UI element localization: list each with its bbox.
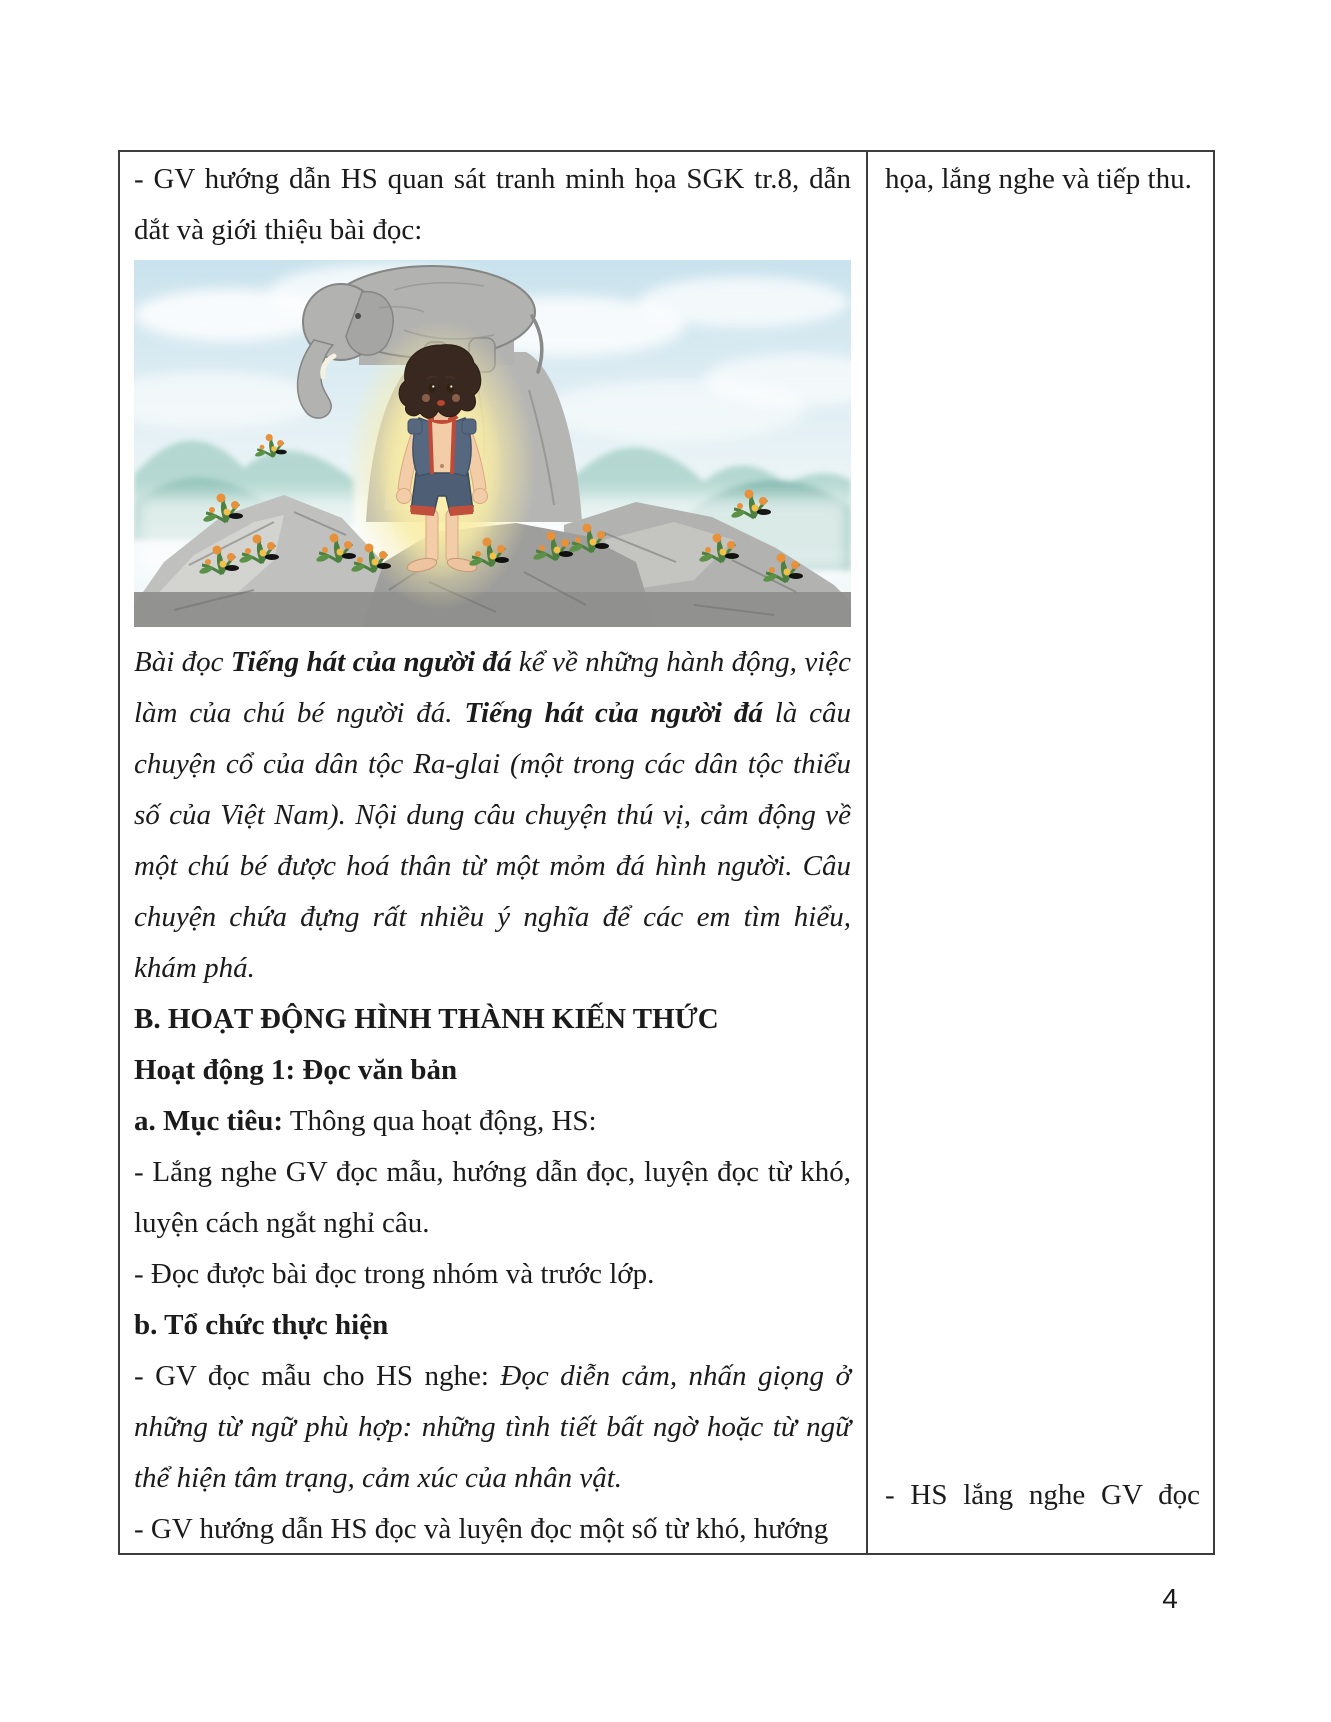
heading-to-chuc: b. Tổ chức thực hiện	[134, 1309, 389, 1341]
lesson-plan-table	[118, 150, 1215, 1555]
bullet-read-group: - Đọc được bài đọc trong nhóm và trước lớp.	[134, 1258, 655, 1290]
heading-section-b: B. HOẠT ĐỘNG HÌNH THÀNH KIẾN THỨC	[134, 1003, 719, 1035]
page-number: 4	[1162, 1583, 1178, 1614]
gv-doc-mau-note: Đọc diễn cảm, nhấn giọng ở những từ ngữ phù hợp: những tình tiết bất ngờ hoặc từ ngữ thể hiện tâm trạng, cảm xúc của nhân vật.	[134, 1360, 851, 1494]
para-guide-observe: - GV hướng dẫn HS quan sát tranh minh họa SGK tr.8, dẫn dắt và giới thiệu bài đọc:	[134, 163, 851, 246]
teacher-activities-cell	[120, 152, 868, 1553]
para-student-top: họa, lắng nghe và tiếp thu.	[885, 163, 1192, 195]
lesson-illustration	[134, 260, 851, 627]
para-muc-tieu	[134, 1096, 851, 1147]
student-activities-cell	[868, 152, 1213, 1553]
para-gv-doc-mau	[134, 1351, 851, 1504]
para-book-intro	[134, 637, 851, 994]
para-student-bottom: - HS lắng nghe GV đọc	[885, 1479, 1200, 1511]
bullet-listen: - Lắng nghe GV đọc mẫu, hướng dẫn đọc, luyện đọc từ khó, luyện cách ngắt nghỉ câu.	[134, 1156, 851, 1239]
book-intro-seg1: Bài đọc	[134, 646, 231, 678]
book-intro-seg5: là câu chuyện cổ của dân tộc Ra-glai (một trong các dân tộc thiểu số của Việt Nam). Nội dung câu chuyện thú vị, cảm động về một chú bé được hoá thân từ một mỏm đá hình người. Câu chuyện chứa đựng rất nhiều ý nghĩa để các em tìm hiểu, khám phá.	[134, 697, 851, 984]
para-gv-huong-dan-tu-kho: - GV hướng dẫn HS đọc và luyện đọc một số từ khó, hướng	[134, 1513, 829, 1545]
muc-tieu-text: Thông qua hoạt động, HS:	[283, 1105, 597, 1137]
book-intro-seg3: kể về những hành động, việc làm của chú bé người đá.	[134, 646, 851, 729]
book-title-1: Tiếng hát của người đá	[230, 646, 512, 678]
gv-doc-mau-label: - GV đọc mẫu cho HS nghe:	[134, 1360, 501, 1392]
muc-tieu-label: a. Mục tiêu:	[134, 1105, 283, 1137]
book-title-2: Tiếng hát của người đá	[464, 697, 763, 729]
heading-activity-1: Hoạt động 1: Đọc văn bản	[134, 1054, 458, 1086]
